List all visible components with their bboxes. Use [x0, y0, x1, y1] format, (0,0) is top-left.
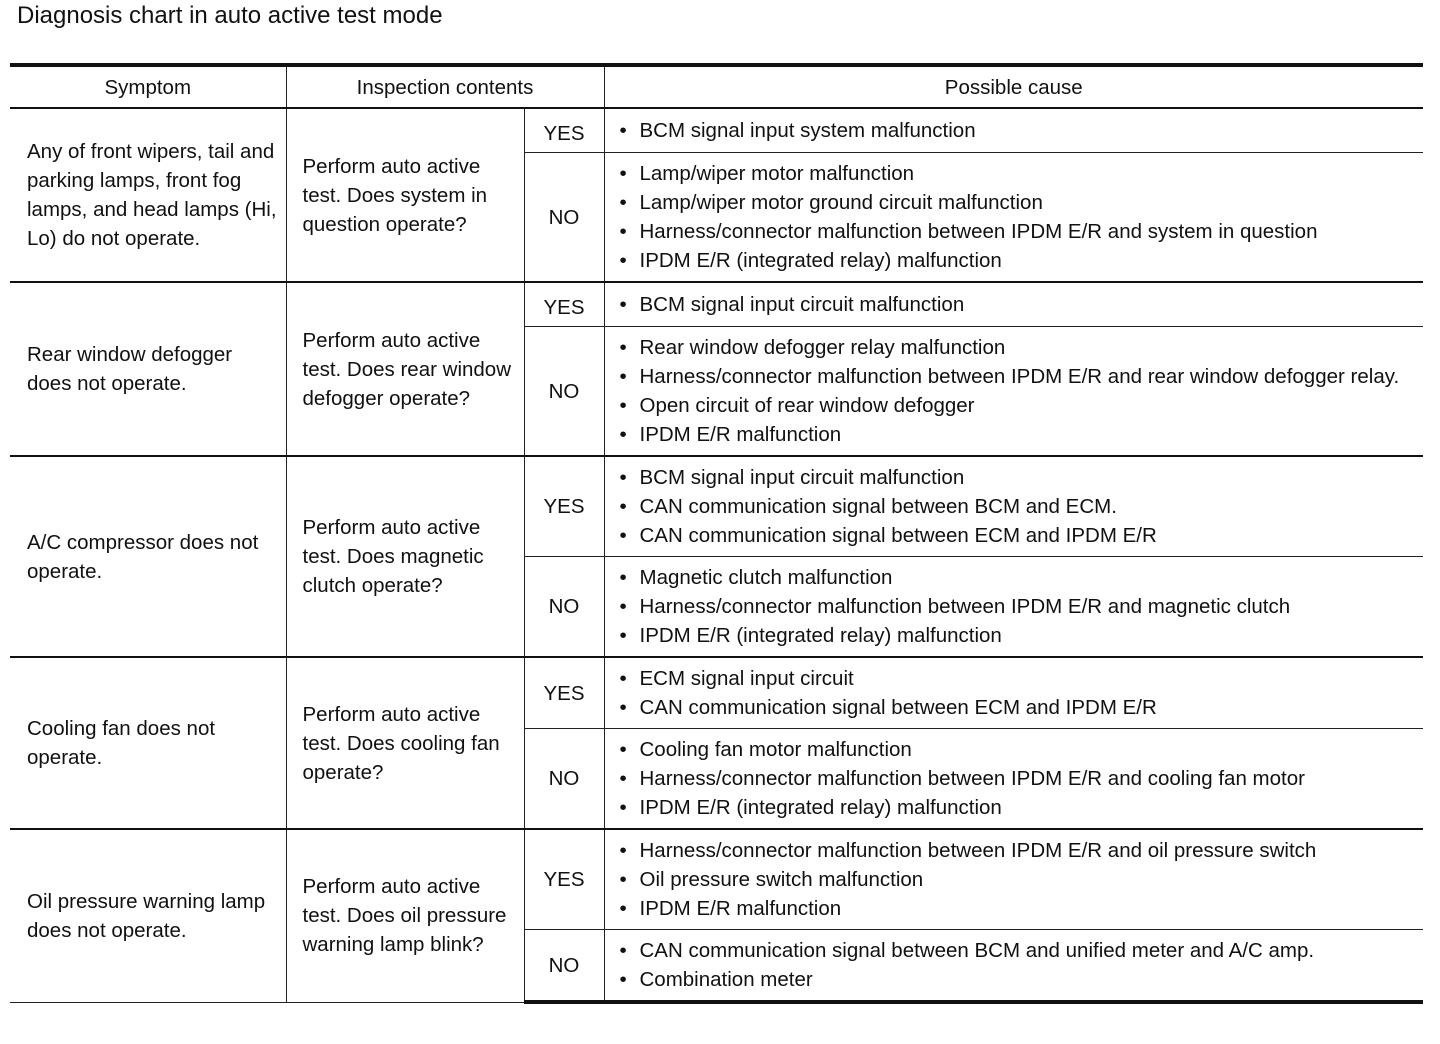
table-body: [10, 108, 1423, 1002]
symptom-text: Cooling fan does not operate.: [27, 717, 216, 769]
cause-list: [618, 563, 1420, 650]
header-row: [10, 65, 1423, 108]
cause-item: • Harness/connector malfunction between IPDM E/R and system in question: [618, 217, 1420, 246]
answer-no: NO: [548, 953, 580, 977]
cause-item: • Open circuit of rear window defogger: [618, 391, 1420, 420]
answer-no: NO: [548, 767, 580, 790]
inspection-text: Perform auto active test. Does cooling fan operate?: [302, 702, 500, 784]
cause-item: • Harness/connector malfunction between IPDM E/R and cooling fan motor: [618, 764, 1420, 793]
causes-no-cell: [604, 729, 1423, 830]
causes-yes-cell: [604, 282, 1423, 327]
inspection-text: Perform auto active test. Does oil pressure warning lamp blink?: [302, 875, 507, 957]
causes-no-cell: [604, 930, 1423, 1003]
inspection-text: Perform auto active test. Does system in question operate?: [302, 154, 488, 236]
inspection-cell: [286, 282, 524, 456]
cause-list: [618, 836, 1420, 923]
cause-item: • BCM signal input system malfunction: [618, 116, 1420, 145]
answer-yes: YES: [543, 295, 585, 319]
inspection-cell: [286, 108, 524, 282]
inspection-cell: [286, 657, 524, 829]
symptom-text: Oil pressure warning lamp does not operate.: [27, 889, 266, 942]
symptom-text: Rear window defogger does not operate.: [27, 343, 233, 395]
cause-list: [618, 664, 1420, 722]
cause-list: [618, 735, 1420, 822]
inspection-text: Perform auto active test. Does rear window defogger operate?: [302, 328, 512, 410]
inspection-text: Perform auto active test. Does magnetic clutch operate?: [302, 516, 484, 597]
header-symptom: Symptom: [10, 65, 286, 108]
inspection-cell: [286, 829, 524, 1002]
cause-list: [618, 159, 1420, 275]
answer-no: NO: [548, 595, 580, 618]
page-title: Diagnosis chart in auto active test mode: [17, 2, 443, 29]
table-row: [10, 657, 1423, 729]
header-inspection: Inspection contents: [286, 65, 604, 108]
answer-no-cell: [524, 930, 604, 1003]
answer-yes-cell: [524, 108, 604, 153]
cause-item: • Harness/connector malfunction between IPDM E/R and oil pressure switch: [618, 836, 1420, 865]
answer-no: NO: [548, 205, 580, 229]
cause-list: [618, 290, 1420, 319]
answer-yes-cell: [524, 456, 604, 557]
causes-no-cell: [604, 557, 1423, 658]
answer-no-cell: [524, 327, 604, 457]
symptom-cell: [10, 282, 286, 456]
cause-item: • CAN communication signal between ECM and IPDM E/R: [618, 693, 1420, 722]
answer-yes: YES: [543, 681, 585, 705]
cause-item: • Lamp/wiper motor malfunction: [618, 159, 1420, 188]
causes-yes-cell: [604, 657, 1423, 729]
symptom-text: A/C compressor does not operate.: [27, 530, 259, 583]
answer-yes: YES: [543, 868, 585, 891]
cause-list: [618, 936, 1420, 994]
answer-no-cell: [524, 153, 604, 283]
symptom-cell: [10, 456, 286, 657]
causes-yes-cell: [604, 829, 1423, 930]
answer-yes-cell: [524, 657, 604, 729]
causes-yes-cell: [604, 456, 1423, 557]
cause-item: • CAN communication signal between BCM and unified meter and A/C amp.: [618, 936, 1420, 965]
cause-item: • Combination meter: [618, 965, 1420, 994]
cause-item: • BCM signal input circuit malfunction: [618, 290, 1420, 319]
table-row: [10, 456, 1423, 557]
cause-item: • IPDM E/R (integrated relay) malfunction: [618, 793, 1420, 822]
cause-list: [618, 463, 1420, 550]
table-row: [10, 108, 1423, 153]
table-row: [10, 282, 1423, 327]
symptom-cell: [10, 829, 286, 1002]
symptom-text: Any of front wipers, tail and parking lamps, front fog lamps, and head lamps (Hi, Lo) do not operate.: [27, 140, 277, 250]
causes-yes-cell: [604, 108, 1423, 153]
causes-no-cell: [604, 327, 1423, 457]
header-cause: Possible cause: [604, 65, 1423, 108]
cause-item: • IPDM E/R (integrated relay) malfunction: [618, 246, 1420, 275]
diagnosis-table: [10, 63, 1423, 1004]
cause-item: • Magnetic clutch malfunction: [618, 563, 1420, 592]
cause-item: • IPDM E/R malfunction: [618, 420, 1420, 449]
cause-item: • IPDM E/R malfunction: [618, 894, 1420, 923]
cause-item: • CAN communication signal between BCM and ECM.: [618, 492, 1420, 521]
answer-no-cell: [524, 729, 604, 830]
answer-yes-cell: [524, 282, 604, 327]
answer-yes: YES: [543, 121, 585, 145]
symptom-cell: [10, 108, 286, 282]
cause-list: [618, 116, 1420, 145]
table-row: [10, 829, 1423, 930]
answer-no-cell: [524, 557, 604, 658]
answer-yes: YES: [543, 495, 585, 518]
cause-item: • Oil pressure switch malfunction: [618, 865, 1420, 894]
cause-item: • Harness/connector malfunction between IPDM E/R and magnetic clutch: [618, 592, 1420, 621]
symptom-cell: [10, 657, 286, 829]
inspection-cell: [286, 456, 524, 657]
answer-yes-cell: [524, 829, 604, 930]
cause-item: • Lamp/wiper motor ground circuit malfunction: [618, 188, 1420, 217]
cause-item: • Rear window defogger relay malfunction: [618, 333, 1420, 362]
cause-item: • Cooling fan motor malfunction: [618, 735, 1420, 764]
cause-item: • BCM signal input circuit malfunction: [618, 463, 1420, 492]
cause-item: • ECM signal input circuit: [618, 664, 1420, 693]
answer-no: NO: [548, 379, 580, 403]
cause-item: • CAN communication signal between ECM and IPDM E/R: [618, 521, 1420, 550]
cause-item: • IPDM E/R (integrated relay) malfunction: [618, 621, 1420, 650]
cause-list: [618, 333, 1420, 449]
causes-no-cell: [604, 153, 1423, 283]
cause-item: • Harness/connector malfunction between IPDM E/R and rear window defogger relay.: [618, 362, 1420, 391]
